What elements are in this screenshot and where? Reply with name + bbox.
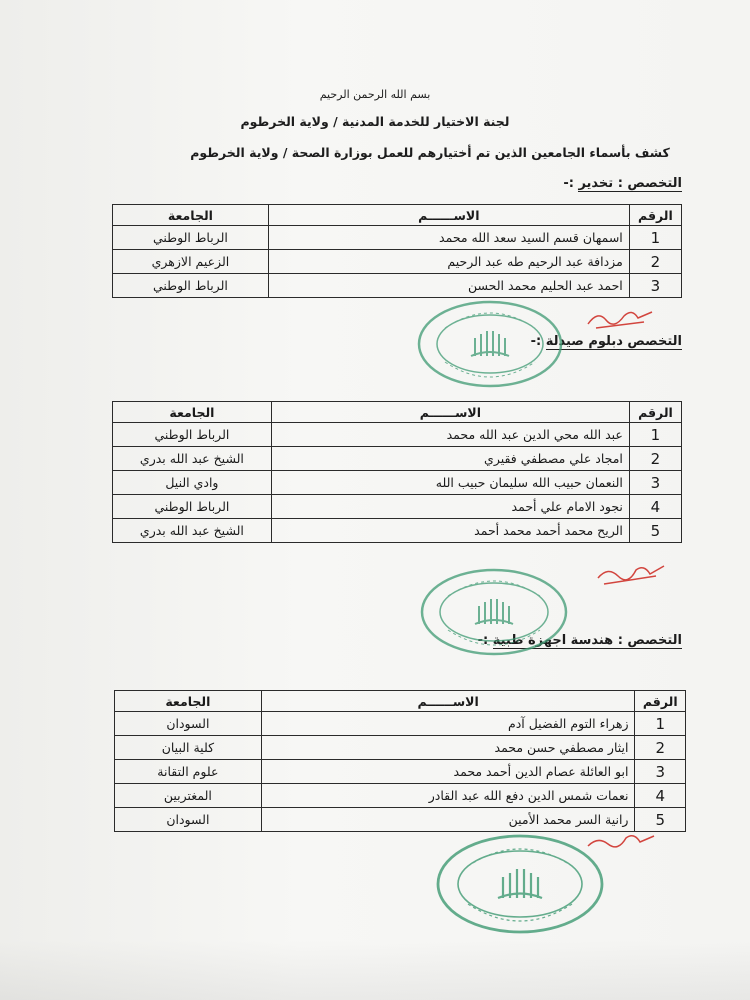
table-row <box>113 250 682 274</box>
row-university: المغتربين <box>115 784 262 808</box>
table-row <box>115 784 686 808</box>
specialty-suffix: :- <box>477 633 489 648</box>
column-header-name: الاســــــم <box>271 402 629 423</box>
column-header-university: الجامعة <box>113 205 269 226</box>
row-name: مزدافة عبد الرحيم طه عبد الرحيم <box>268 250 629 274</box>
column-header-university: الجامعة <box>115 691 262 712</box>
specialty-suffix: :- <box>530 334 542 349</box>
row-number: 2 <box>629 250 681 274</box>
row-name: عبد الله محي الدين عبد الله محمد <box>271 423 629 447</box>
row-number: 2 <box>629 447 681 471</box>
official-stamp <box>415 298 565 390</box>
row-name: ابو العائلة عصام الدين أحمد محمد <box>261 760 635 784</box>
signature-mark <box>596 558 666 588</box>
row-university: الشيخ عبد الله بدري <box>113 447 272 471</box>
official-stamp <box>434 832 606 936</box>
column-header-name: الاســــــم <box>261 691 635 712</box>
pharmacy-table <box>112 401 682 543</box>
row-university: الرباط الوطني <box>113 495 272 519</box>
table-header-row <box>115 691 686 712</box>
row-name: الريح محمد أحمد محمد أحمد <box>271 519 629 543</box>
row-name: نجود الامام علي أحمد <box>271 495 629 519</box>
row-name: ايثار مصطفي حسن محمد <box>261 736 635 760</box>
table-header-row <box>113 402 682 423</box>
row-name: نعمات شمس الدين دفع الله عبد القادر <box>261 784 635 808</box>
specialty-heading-anesthesia <box>563 176 682 191</box>
column-header-number: الرقم <box>629 205 681 226</box>
table-row <box>113 226 682 250</box>
row-university: علوم التقانة <box>115 760 262 784</box>
row-number: 5 <box>635 808 686 832</box>
row-name: زهراء التوم الفضيل آدم <box>261 712 635 736</box>
basmala-heading: بسم الله الرحمن الرحيم <box>319 88 431 101</box>
row-number: 1 <box>629 226 681 250</box>
row-university: السودان <box>115 808 262 832</box>
committee-heading: لجنة الاختيار للخدمة المدنية / ولاية الخرطوم <box>240 114 510 129</box>
column-header-number: الرقم <box>635 691 686 712</box>
biomedical-table <box>114 690 686 832</box>
column-header-number: الرقم <box>629 402 681 423</box>
table-row <box>115 712 686 736</box>
column-header-university: الجامعة <box>113 402 272 423</box>
specialty-label: التخصص : هندسة اجهزة طبية <box>492 633 682 648</box>
table-row <box>113 519 682 543</box>
signature-mark <box>586 302 656 332</box>
row-number: 5 <box>629 519 681 543</box>
official-stamp <box>418 566 570 658</box>
row-number: 3 <box>629 471 681 495</box>
row-university: الزعيم الازهري <box>113 250 269 274</box>
table-row <box>113 471 682 495</box>
row-number: 2 <box>635 736 686 760</box>
row-name: احمد عبد الحليم محمد الحسن <box>268 274 629 298</box>
row-university: الرباط الوطني <box>113 274 269 298</box>
specialty-suffix: :- <box>563 176 574 191</box>
row-number: 3 <box>635 760 686 784</box>
table-row <box>113 495 682 519</box>
row-name: النعمان حبيب الله سليمان حبيب الله <box>271 471 629 495</box>
row-university: السودان <box>115 712 262 736</box>
column-header-name: الاســــــم <box>268 205 629 226</box>
row-university: الرباط الوطني <box>113 226 269 250</box>
row-name: امجاد علي مصطفي فقيري <box>271 447 629 471</box>
specialty-label: التخصص : تخدير <box>578 176 682 191</box>
list-title: كشف بأسماء الجامعين الذين تم أختيارهم للعمل بوزارة الصحة / ولاية الخرطوم <box>190 145 670 160</box>
row-name: اسمهان قسم السيد سعد الله محمد <box>268 226 629 250</box>
row-university: الشيخ عبد الله بدري <box>113 519 272 543</box>
specialty-label: التخصص دبلوم صيدلة <box>545 334 682 349</box>
row-name: رانية السر محمد الأمين <box>261 808 635 832</box>
row-number: 1 <box>635 712 686 736</box>
row-number: 4 <box>629 495 681 519</box>
table-row <box>115 760 686 784</box>
row-university: الرباط الوطني <box>113 423 272 447</box>
anesthesia-table <box>112 204 682 298</box>
table-header-row <box>113 205 682 226</box>
table-row <box>115 736 686 760</box>
table-row <box>113 447 682 471</box>
table-row <box>113 274 682 298</box>
table-row <box>113 423 682 447</box>
row-number: 3 <box>629 274 681 298</box>
row-number: 1 <box>629 423 681 447</box>
signature-mark <box>586 826 656 856</box>
row-university: وادي النيل <box>113 471 272 495</box>
row-university: كلية البيان <box>115 736 262 760</box>
row-number: 4 <box>635 784 686 808</box>
